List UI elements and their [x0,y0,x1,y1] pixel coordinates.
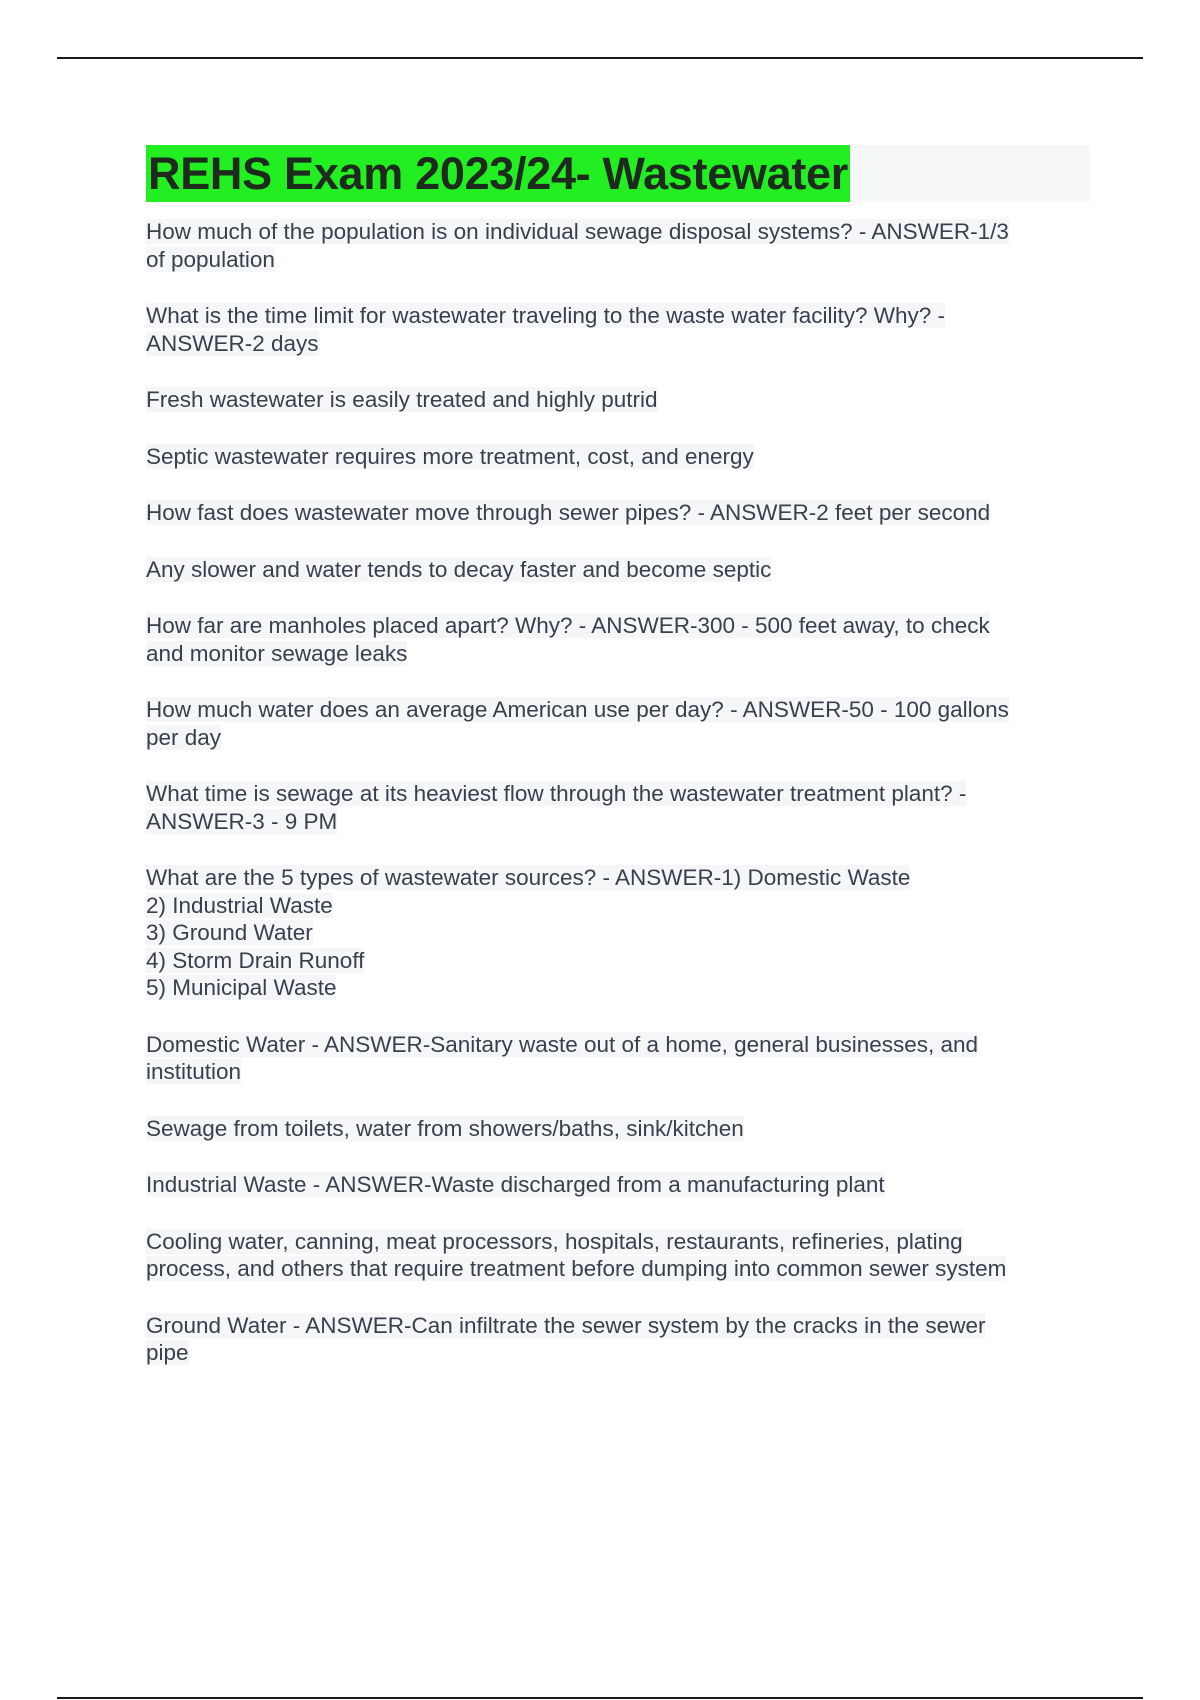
qa-item-text: How fast does wastewater move through sewer pipes? - ANSWER-2 feet per second [146,500,991,525]
qa-item-text: What is the time limit for wastewater traveling to the waste water facility? Why? - [146,303,946,328]
qa-item-line [146,947,1090,975]
qa-item-text: Septic wastewater requires more treatment, cost, and energy [146,443,754,469]
qa-item-line [146,443,1090,471]
qa-item [146,386,1090,414]
qa-item-text: institution [146,1059,242,1084]
qa-item [146,696,1090,751]
title-band [146,145,1090,202]
qa-item-text: Ground Water - ANSWER-Can infiltrate the sewer system by the cracks in the sewer [146,1312,986,1338]
qa-item-text: and monitor sewage leaks [146,640,408,666]
qa-item [146,1228,1090,1283]
qa-item-text: Cooling water, canning, meat processors, hospitals, restaurants, refineries, plating [146,1228,963,1254]
qa-item-line [146,974,1090,1002]
top-rule [57,57,1143,59]
qa-item-line [146,724,1090,752]
qa-item-text: How much of the population is on individual sewage disposal systems? - ANSWER-1/3 [146,219,1009,244]
qa-item-text: 2) Industrial Waste [146,892,333,918]
qa-item-line [146,386,1090,414]
qa-item-line [146,556,1090,584]
qa-item-line [146,302,1090,330]
qa-item-line [146,1058,1090,1086]
qa-item-line [146,246,1090,274]
qa-item [146,1031,1090,1086]
qa-item-text: Sewage from toilets, water from showers/baths, sink/kitchen [146,1115,744,1141]
qa-item-text: ANSWER-2 days [146,330,319,356]
qa-item-text: 5) Municipal Waste [146,975,337,1000]
qa-item-text: per day [146,724,222,750]
qa-item-text: 3) Ground Water [146,920,313,945]
qa-item [146,1312,1090,1367]
qa-item-line [146,612,1090,640]
qa-item-text: process, and others that require treatment before dumping into common sewer system [146,1256,1007,1281]
qa-item [146,556,1090,584]
qa-item-line [146,1115,1090,1143]
qa-item-text: Industrial Waste - ANSWER-Waste discharged from a manufacturing plant [146,1172,885,1197]
qa-item-line [146,640,1090,668]
qa-item-text: How much water does an average American use per day? - ANSWER-50 - 100 gallons [146,697,1009,722]
qa-item-line [146,1255,1090,1283]
qa-item-text: 4) Storm Drain Runoff [146,947,365,973]
document-title: REHS Exam 2023/24- Wastewater [146,145,850,202]
qa-item-text: How far are manholes placed apart? Why? - ANSWER-300 - 500 feet away, to check [146,613,990,638]
qa-item-line [146,808,1090,836]
qa-item-text: Any slower and water tends to decay faster and become septic [146,556,772,582]
qa-item-line [146,919,1090,947]
qa-item-line [146,696,1090,724]
qa-item [146,443,1090,471]
qa-item-line [146,1171,1090,1199]
qa-item-text: of population [146,246,275,272]
document-body [146,145,1090,1396]
qa-item-line [146,499,1090,527]
qa-item [146,1115,1090,1143]
qa-item [146,499,1090,527]
qa-item-line [146,1312,1090,1340]
qa-list [146,218,1090,1367]
qa-item-text: Domestic Water - ANSWER-Sanitary waste out of a home, general businesses, and [146,1031,979,1057]
qa-item-text: ANSWER-3 - 9 PM [146,808,338,834]
qa-item-text: pipe [146,1340,189,1365]
qa-item [146,780,1090,835]
qa-item-line [146,330,1090,358]
qa-item-line [146,1031,1090,1059]
bottom-rule [57,1697,1143,1699]
qa-item [146,1171,1090,1199]
qa-item [146,218,1090,273]
qa-item-line [146,780,1090,808]
qa-item [146,302,1090,357]
qa-item-line [146,1339,1090,1367]
qa-item [146,612,1090,667]
qa-item-text: What are the 5 types of wastewater sources? - ANSWER-1) Domestic Waste [146,865,911,890]
qa-item-line [146,892,1090,920]
qa-item-text: What time is sewage at its heaviest flow through the wastewater treatment plant? - [146,781,967,806]
qa-item-line [146,1228,1090,1256]
qa-item-line [146,864,1090,892]
qa-item-text: Fresh wastewater is easily treated and highly putrid [146,387,658,412]
qa-item-line [146,218,1090,246]
qa-item [146,864,1090,1002]
